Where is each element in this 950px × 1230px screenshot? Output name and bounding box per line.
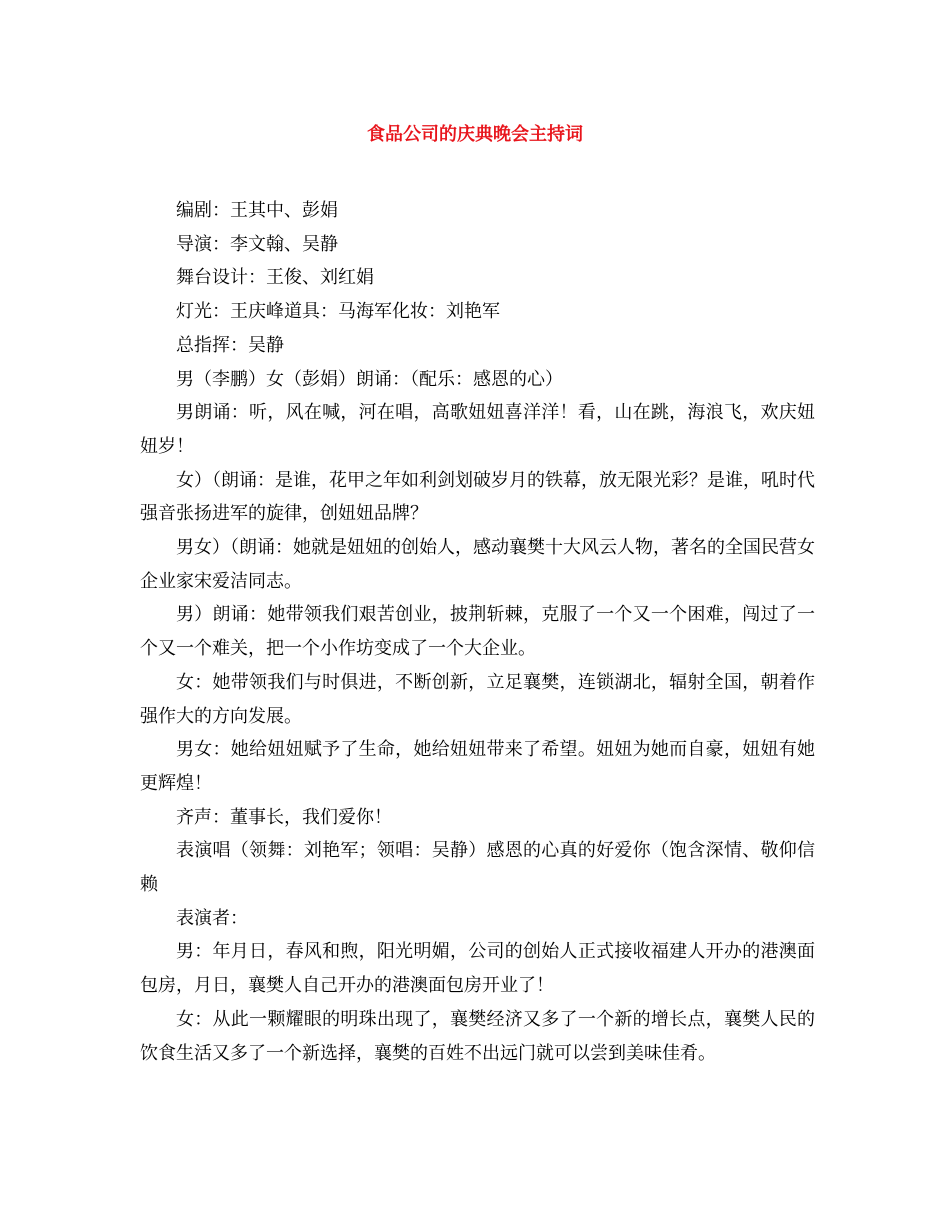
script-paragraph: 女）（朗诵：是谁，花甲之年如利剑划破岁月的铁幕，放无限光彩？是谁，吼时代强音张扬进军的旋律，创妞妞品牌？: [140, 469, 815, 525]
credit-director: 导演：李文翰、吴静: [176, 233, 338, 255]
script-paragraph: 表演者：: [176, 907, 248, 929]
credit-lighting-props-makeup: 灯光：王庆峰道具：马海军化妆：刘艳军: [176, 301, 500, 323]
script-paragraph: 男女：她给妞妞赋予了生命，她给妞妞带来了希望。妞妞为她而自豪，妞妞有她更辉煌！: [140, 739, 815, 794]
script-paragraph: 男：年月日，春风和煦，阳光明媚，公司的创始人正式接收福建人开办的港澳面包房，月日，襄樊人自己开办的港澳面包房开业了！: [140, 941, 815, 997]
document-title: 食品公司的庆典晚会主持词: [367, 124, 583, 145]
script-paragraph: 齐声：董事长，我们爱你！: [176, 806, 392, 828]
credit-screenwriter: 编剧：王其中、彭娟: [176, 200, 338, 221]
script-paragraph: 女：她带领我们与时俱进，不断创新，立足襄樊，连锁湖北，辐射全国，朝着作强作大的方向发展。: [140, 671, 815, 727]
recitation-cast: 男（李鹏）女（彭娟）朗诵：（配乐：感恩的心）: [176, 368, 563, 390]
script-paragraph: 男女）（朗诵：她就是妞妞的创始人，感动襄樊十大风云人物，著名的全国民营女企业家宋爱洁同志。: [140, 537, 815, 592]
script-paragraph: 表演唱（领舞：刘艳军；领唱：吴静）感恩的心真的好爱你（饱含深情、敬仰信赖: [140, 840, 815, 896]
credit-stage-design: 舞台设计：王俊、刘红娟: [176, 267, 374, 289]
document-body: [140, 194, 815, 1070]
script-paragraph: 女：从此一颗耀眼的明珠出现了，襄樊经济又多了一个新的增长点，襄樊人民的饮食生活又多了一个新选择，襄樊的百姓不出远门就可以尝到美味佳肴。: [140, 1008, 815, 1064]
script-paragraph: 男）朗诵：她带领我们艰苦创业，披荆斩棘，克服了一个又一个困难，闯过了一个又一个难关，把一个小作坊变成了一个大企业。: [140, 604, 815, 660]
script-paragraph: 男朗诵：听，风在喊，河在唱，高歌妞妞喜洋洋！看，山在跳，海浪飞，欢庆妞妞岁！: [140, 402, 815, 457]
credit-chief-director: 总指挥：吴静: [176, 334, 284, 356]
